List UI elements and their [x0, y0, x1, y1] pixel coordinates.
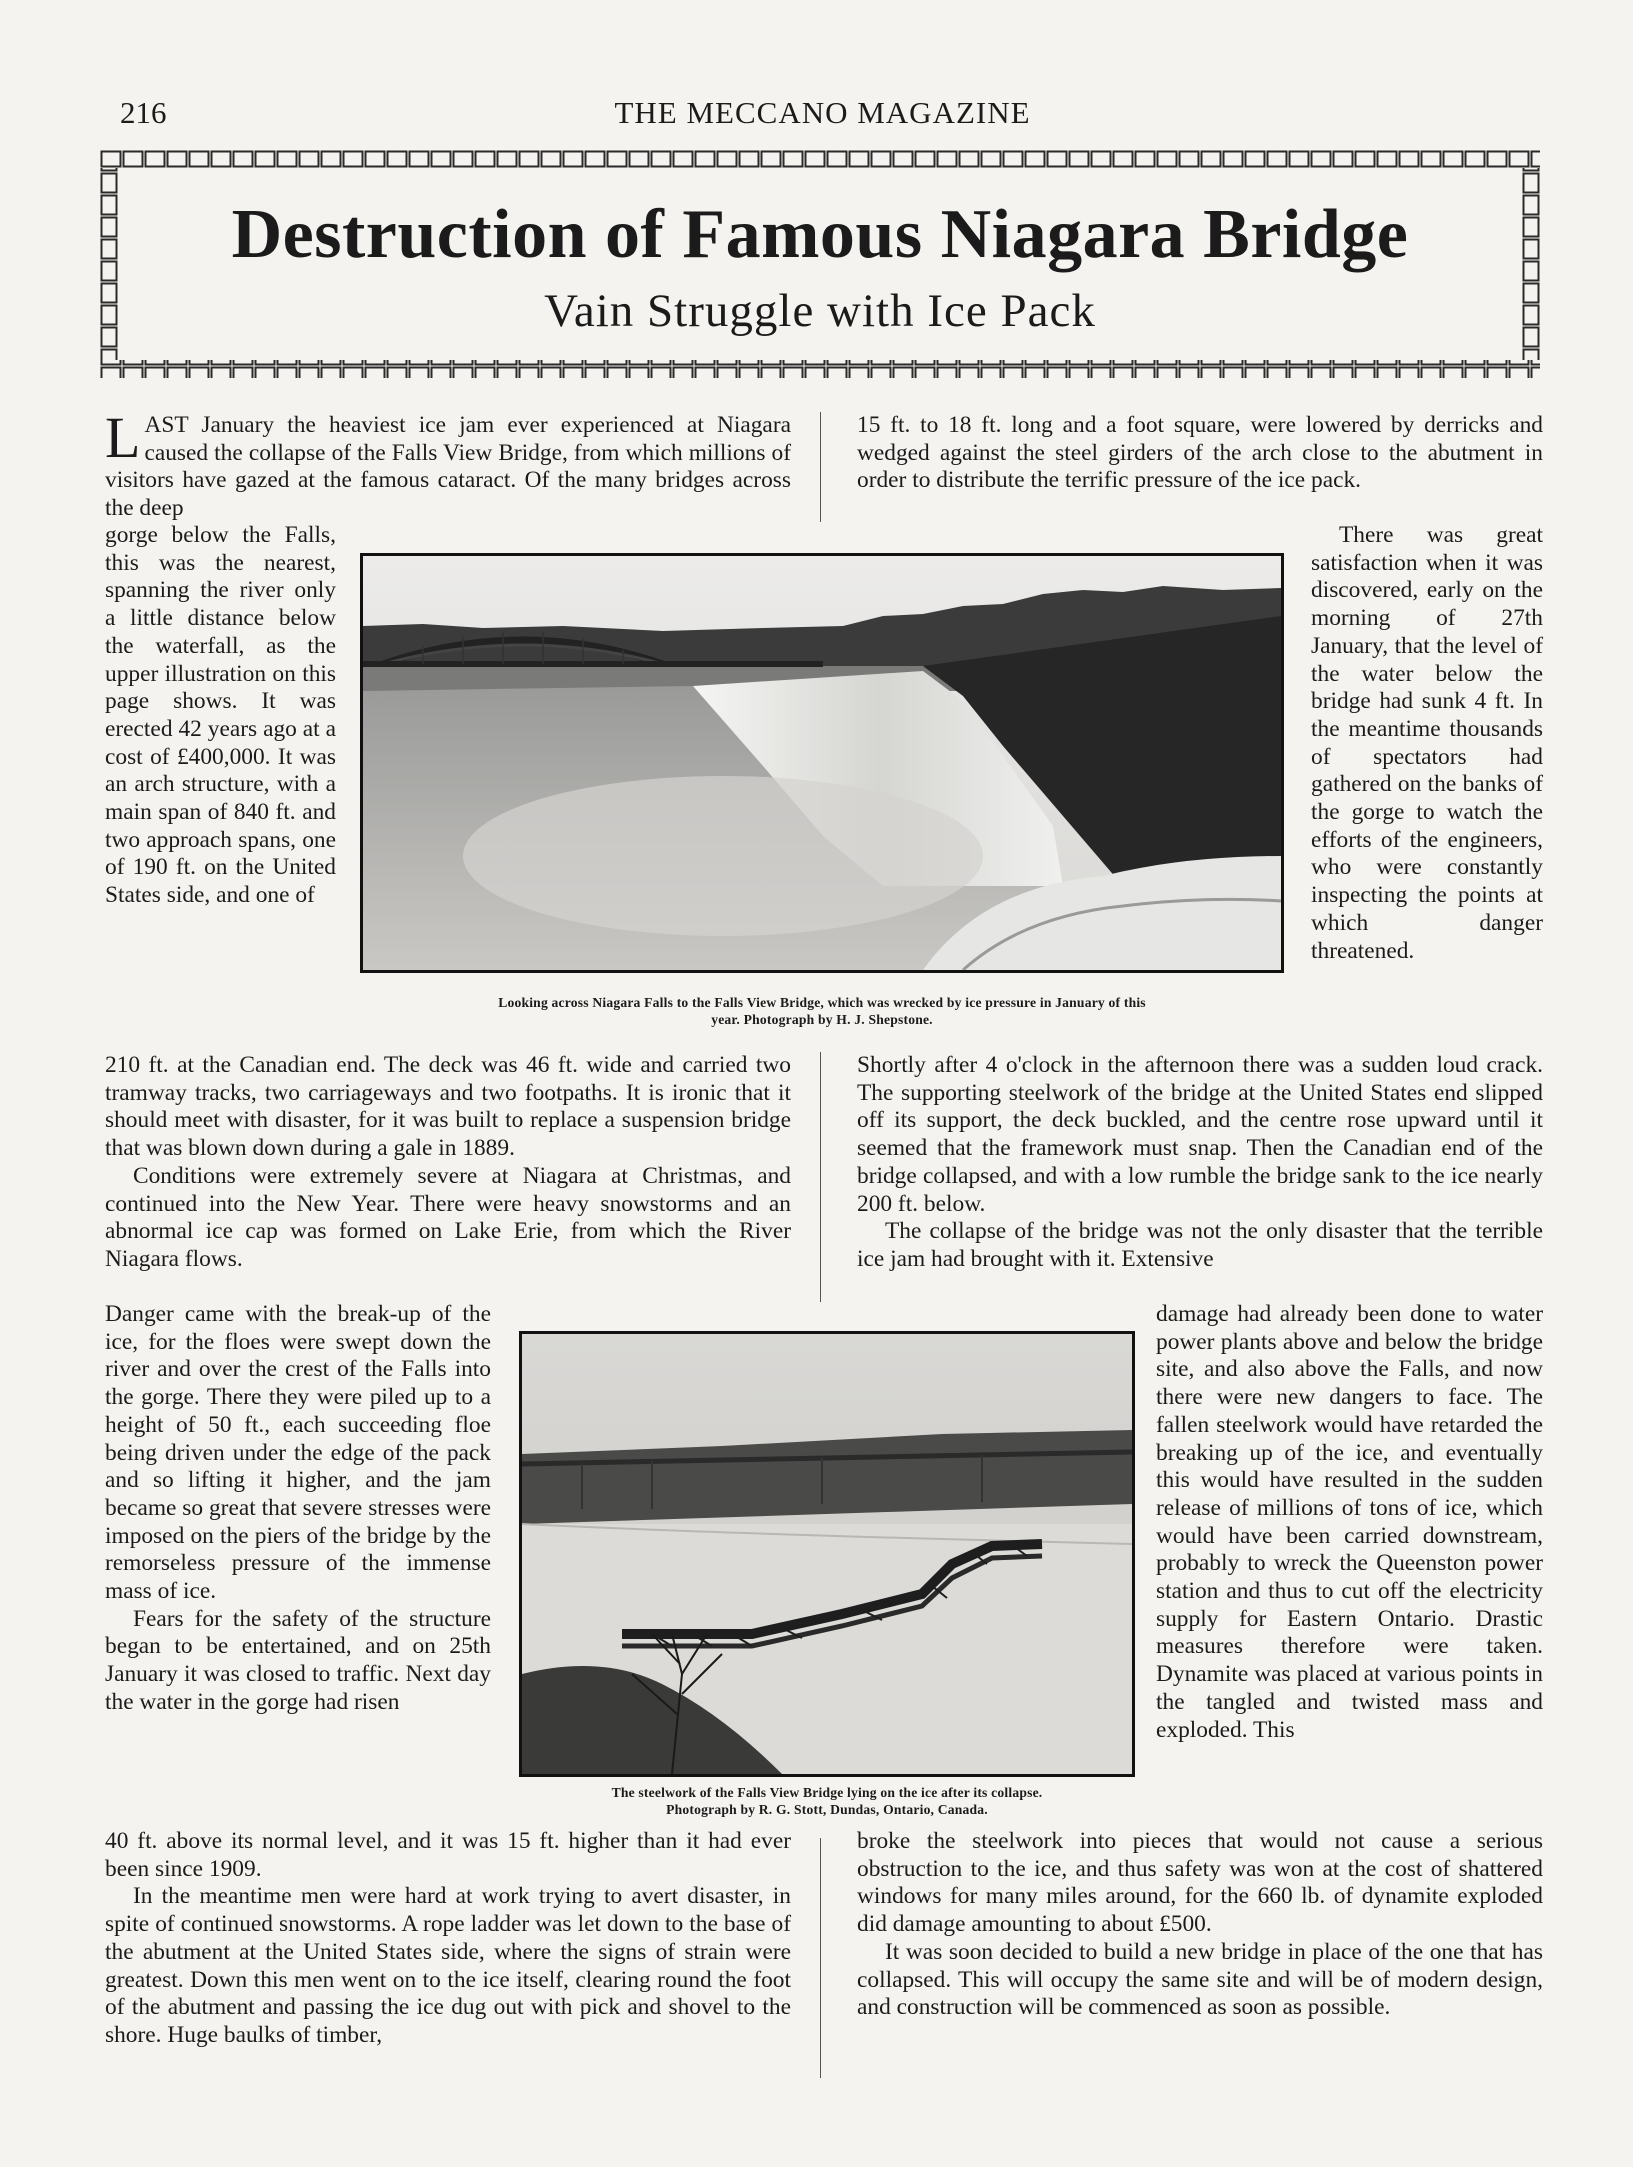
article-subtitle: Vain Struggle with Ice Pack	[544, 285, 1096, 337]
column-rule-1	[820, 412, 821, 522]
drop-cap: L	[105, 405, 141, 470]
left-wrap-text-2: Danger came with the break-up of the ice, for the floes were swept down the river and over the crest of the Falls into the gorge. There they were piled up to a height of 50 ft., each succeeding floe being driven under the edge of the pack and so lifting it higher, and the jam became so great that severe stresses were imposed on the piers of the bridge by the remorseless pressure of the immense mass of ice.	[105, 1301, 491, 1605]
top-caption-line-1: Looking across Niagara Falls to the Falls View Bridge, which was wrecked by ice pressure in January of this	[498, 995, 1146, 1010]
right-wrap-text-1: There was great satisfaction when it was discovered, early on the morning of 27th January, that the level of the water below the bridge had sunk 4 ft. In the meantime thousands of spectators had gathered on the banks of the gorge to watch the efforts of the engineers, who were constantly inspecting the points at which danger threatened.	[1311, 522, 1543, 964]
left-wrap-top	[105, 522, 336, 910]
page-number: 216	[120, 95, 167, 130]
column-rule-3	[820, 1838, 821, 2078]
left-fears-text: Fears for the safety of the structure began to be entertained, and on 25th January it was closed to traffic. Next day the water in the gorge had risen	[105, 1605, 491, 1715]
right-top-text: 15 ft. to 18 ft. long and a foot square, were lowered by derricks and wedged against the steel girders of the arch close to the abutment in order to distribute the terrific pressure of the ice pack.	[857, 412, 1543, 494]
left-column-mid	[105, 1052, 791, 1274]
left-intro-text: AST January the heaviest ice jam ever experienced at Niagara caused the collapse of the Falls View Bridge, from which millions of visitors have gazed at the famous cataract. Of the many bridges across the deep	[105, 412, 791, 522]
bottom-caption-line-2: Photograph by R. G. Stott, Dundas, Ontario, Canada.	[666, 1802, 988, 1817]
column-rule-2	[820, 1052, 821, 1302]
article-title: Destruction of Famous Niagara Bridge	[231, 196, 1409, 273]
top-caption-line-2: year. Photograph by H. J. Shepstone.	[711, 1012, 933, 1027]
left-wrap-text-1: gorge below the Falls, this was the nearest, spanning the river only a little distance below the waterfall, as the upper illustration on this page shows. It was erected 42 years ago at a cost of £400,000. It was an arch structure, with a main span of 840 ft. and two approach spans, one of 190 ft. on the United States side, and one of	[105, 522, 336, 909]
bottom-caption-line-1: The steelwork of the Falls View Bridge lying on the ice after its collapse.	[611, 1785, 1043, 1800]
collapsed-bridge-photo	[519, 1331, 1135, 1777]
right-mid-text-2: The collapse of the bridge was not the only disaster that the terrible ice jam had brought with it. Extensive	[857, 1218, 1543, 1272]
right-column-top	[857, 412, 1543, 495]
left-mid-text: 210 ft. at the Canadian end. The deck was 46 ft. wide and carried two tramway tracks, two carriageways and two footpaths. It is ironic that it should meet with disaster, for it was built to replace a suspension bridge that was blown down during a gale in 1889.	[105, 1052, 791, 1162]
magazine-title: THE MECCANO MAGAZINE	[614, 95, 1031, 130]
left-column-top	[105, 405, 791, 523]
right-mid-text-1: Shortly after 4 o'clock in the afternoon there was a sudden loud crack. The supporting steelwork of the bridge at the United States end slipped off its support, the deck buckled, and the centre rose upward until it seemed that the framework must snap. Then the Canadian end of the bridge collapsed, and with a low rumble the bridge sank to the ice nearly 200 ft. below.	[857, 1052, 1543, 1217]
right-column-bottom	[857, 1828, 1543, 2022]
left-bottom-text-2: In the meantime men were hard at work trying to avert disaster, in spite of continued snowstorms. A rope ladder was let down to the base of the abutment at the United States side, where the signs of strain were greatest. Down this men went on to the ice itself, clearing round the foot of the abutment and passing the ice dug out with pick and shovel to the shore. Huge baulks of timber,	[105, 1883, 791, 2048]
left-column-bottom	[105, 1828, 791, 2050]
bottom-photo-caption	[500, 1784, 1154, 1818]
right-bottom-text-2: It was soon decided to build a new bridge in place of the one that has collapsed. This will occupy the same site and will be of modern design, and construction will be commenced as soon as possible.	[857, 1938, 1543, 2021]
wreck-illustration	[522, 1334, 1132, 1774]
left-wrap-bottom	[105, 1301, 491, 1717]
right-column-mid	[857, 1052, 1543, 1274]
right-wrap-bottom	[1156, 1301, 1543, 1744]
left-conditions-text: Conditions were extremely severe at Niagara at Christmas, and continued into the New Year. There were heavy snowstorms and an abnormal ice cap was formed on Lake Erie, from which the River Niagara flows.	[105, 1162, 791, 1272]
right-wrap-text-2: damage had already been done to water power plants above and below the bridge site, and also above the Falls, and now there were new dangers to face. The fallen steelwork would have retarded the breaking up of the ice, and eventually this would have resulted in the sudden release of millions of tons of ice, which would have been carried downstream, probably to wreck the Queenston power station and thus to cut off the electricity supply for Eastern Ontario. Drastic measures therefore were taken. Dynamite was placed at various points in the tangled and twisted mass and exploded. This	[1156, 1301, 1543, 1743]
page-header	[105, 95, 1540, 135]
right-wrap-top	[1311, 522, 1543, 965]
title-block	[100, 150, 1540, 378]
niagara-falls-photo	[360, 553, 1284, 973]
right-bottom-text-1: broke the steelwork into pieces that would not cause a serious obstruction to the ice, and thus safety was won at the cost of shattered windows for many miles around, for the 660 lb. of dynamite exploded did damage amounting to about £500.	[857, 1828, 1543, 1938]
top-photo-caption	[355, 994, 1289, 1028]
left-bottom-text-1: 40 ft. above its normal level, and it was 15 ft. higher than it had ever been since 1909.	[105, 1828, 791, 1882]
falls-illustration	[363, 556, 1281, 970]
